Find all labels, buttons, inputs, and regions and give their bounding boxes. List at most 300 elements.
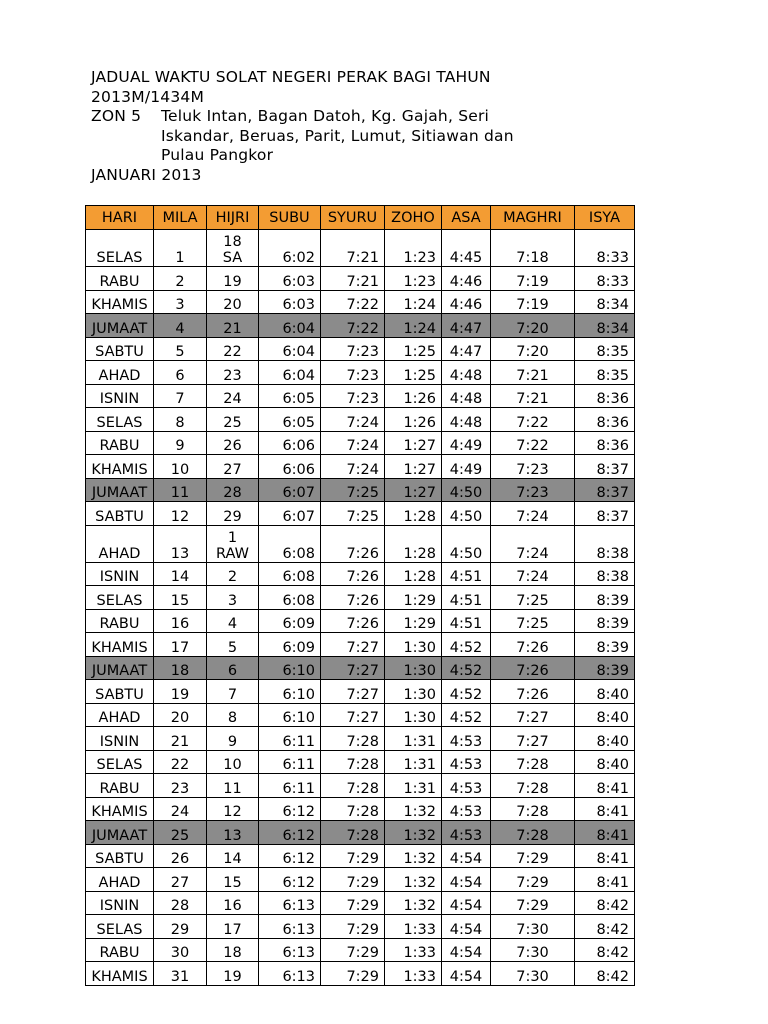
- table-row: [86, 727, 635, 751]
- cell-syuru: 7:25: [321, 478, 385, 502]
- cell-maghri: 7:19: [491, 290, 575, 314]
- cell-maghri: 7:21: [491, 384, 575, 408]
- cell-maghri: 7:28: [491, 821, 575, 845]
- cell-subu: 6:08: [259, 525, 321, 562]
- cell-isya: 8:34: [575, 290, 635, 314]
- table-row: [86, 703, 635, 727]
- col-header-hijri: HIJRI: [207, 206, 259, 230]
- cell-hari: SELAS: [86, 586, 154, 610]
- cell-isya: 8:39: [575, 586, 635, 610]
- cell-subu: 6:13: [259, 962, 321, 986]
- cell-asa: 4:47: [442, 337, 491, 361]
- cell-hari: AHAD: [86, 525, 154, 562]
- cell-hijri: 2: [207, 562, 259, 586]
- cell-subu: 6:13: [259, 915, 321, 939]
- cell-mila: 26: [154, 844, 207, 868]
- cell-zoho: 1:25: [385, 361, 442, 385]
- table-row: [86, 502, 635, 526]
- cell-syuru: 7:22: [321, 290, 385, 314]
- cell-subu: 6:12: [259, 844, 321, 868]
- cell-zoho: 1:26: [385, 384, 442, 408]
- cell-maghri: 7:23: [491, 455, 575, 479]
- cell-mila: 12: [154, 502, 207, 526]
- cell-zoho: 1:30: [385, 633, 442, 657]
- cell-asa: 4:54: [442, 891, 491, 915]
- cell-hari: JUMAAT: [86, 656, 154, 680]
- table-row: [86, 525, 635, 562]
- cell-mila: 3: [154, 290, 207, 314]
- col-header-subu: SUBU: [259, 206, 321, 230]
- cell-asa: 4:53: [442, 774, 491, 798]
- cell-hijri: 13: [207, 821, 259, 845]
- cell-hari: JUMAAT: [86, 314, 154, 338]
- cell-isya: 8:39: [575, 656, 635, 680]
- hijri-month: RAW: [216, 545, 249, 562]
- cell-zoho: 1:30: [385, 703, 442, 727]
- cell-syuru: 7:23: [321, 361, 385, 385]
- cell-maghri: 7:27: [491, 727, 575, 751]
- cell-maghri: 7:25: [491, 609, 575, 633]
- cell-syuru: 7:24: [321, 408, 385, 432]
- cell-hijri: 19: [207, 267, 259, 291]
- cell-isya: 8:38: [575, 562, 635, 586]
- cell-maghri: 7:22: [491, 431, 575, 455]
- cell-syuru: 7:21: [321, 230, 385, 267]
- cell-hijri: 11: [207, 774, 259, 798]
- cell-hari: JUMAAT: [86, 821, 154, 845]
- cell-mila: 29: [154, 915, 207, 939]
- cell-mila: 20: [154, 703, 207, 727]
- cell-hijri: 4: [207, 609, 259, 633]
- cell-asa: 4:54: [442, 844, 491, 868]
- table-row: [86, 962, 635, 986]
- cell-isya: 8:33: [575, 267, 635, 291]
- cell-hari: KHAMIS: [86, 455, 154, 479]
- cell-zoho: 1:33: [385, 915, 442, 939]
- cell-maghri: 7:23: [491, 478, 575, 502]
- cell-isya: 8:42: [575, 938, 635, 962]
- cell-maghri: 7:18: [491, 230, 575, 267]
- cell-hijri: 8: [207, 703, 259, 727]
- cell-syuru: 7:26: [321, 525, 385, 562]
- cell-hari: SELAS: [86, 230, 154, 267]
- cell-hari: RABU: [86, 938, 154, 962]
- cell-mila: 16: [154, 609, 207, 633]
- table-body: [86, 230, 635, 986]
- cell-zoho: 1:28: [385, 562, 442, 586]
- cell-asa: 4:52: [442, 703, 491, 727]
- cell-zoho: 1:28: [385, 502, 442, 526]
- cell-asa: 4:48: [442, 361, 491, 385]
- cell-subu: 6:05: [259, 384, 321, 408]
- cell-zoho: 1:23: [385, 230, 442, 267]
- cell-subu: 6:11: [259, 750, 321, 774]
- cell-subu: 6:08: [259, 586, 321, 610]
- table-row: [86, 656, 635, 680]
- cell-hijri: 21: [207, 314, 259, 338]
- cell-hari: SELAS: [86, 915, 154, 939]
- cell-isya: 8:41: [575, 844, 635, 868]
- cell-isya: 8:40: [575, 750, 635, 774]
- cell-zoho: 1:33: [385, 938, 442, 962]
- cell-asa: 4:47: [442, 314, 491, 338]
- cell-hijri: 10: [207, 750, 259, 774]
- cell-hari: SABTU: [86, 502, 154, 526]
- cell-maghri: 7:20: [491, 314, 575, 338]
- cell-hari: ISNIN: [86, 384, 154, 408]
- cell-subu: 6:11: [259, 727, 321, 751]
- cell-subu: 6:04: [259, 361, 321, 385]
- cell-mila: 11: [154, 478, 207, 502]
- col-header-zoho: ZOHO: [385, 206, 442, 230]
- cell-isya: 8:35: [575, 337, 635, 361]
- col-header-maghri: MAGHRI: [491, 206, 575, 230]
- cell-maghri: 7:20: [491, 337, 575, 361]
- cell-isya: 8:39: [575, 609, 635, 633]
- cell-maghri: 7:25: [491, 586, 575, 610]
- cell-hijri: 17: [207, 915, 259, 939]
- cell-isya: 8:40: [575, 680, 635, 704]
- cell-hijri: 26: [207, 431, 259, 455]
- cell-syuru: 7:26: [321, 609, 385, 633]
- cell-asa: 4:48: [442, 384, 491, 408]
- cell-mila: 15: [154, 586, 207, 610]
- cell-hijri: [207, 230, 259, 267]
- table-row: [86, 915, 635, 939]
- cell-mila: 5: [154, 337, 207, 361]
- cell-hari: KHAMIS: [86, 290, 154, 314]
- cell-subu: 6:12: [259, 868, 321, 892]
- cell-asa: 4:53: [442, 821, 491, 845]
- table-row: [86, 361, 635, 385]
- cell-hari: AHAD: [86, 361, 154, 385]
- title-line-2: 2013M/1434M: [91, 87, 205, 106]
- cell-maghri: 7:29: [491, 868, 575, 892]
- cell-hari: KHAMIS: [86, 797, 154, 821]
- cell-syuru: 7:27: [321, 633, 385, 657]
- table-row: [86, 455, 635, 479]
- table-row: [86, 408, 635, 432]
- cell-hari: ISNIN: [86, 891, 154, 915]
- cell-hijri: 20: [207, 290, 259, 314]
- cell-subu: 6:07: [259, 478, 321, 502]
- cell-hijri: 27: [207, 455, 259, 479]
- cell-subu: 6:06: [259, 431, 321, 455]
- cell-hijri: 15: [207, 868, 259, 892]
- cell-asa: 4:49: [442, 431, 491, 455]
- cell-hari: RABU: [86, 609, 154, 633]
- cell-asa: 4:54: [442, 868, 491, 892]
- table-row: [86, 478, 635, 502]
- cell-zoho: 1:23: [385, 267, 442, 291]
- cell-asa: 4:51: [442, 562, 491, 586]
- cell-asa: 4:48: [442, 408, 491, 432]
- cell-isya: 8:42: [575, 962, 635, 986]
- cell-hijri: 19: [207, 962, 259, 986]
- cell-zoho: 1:26: [385, 408, 442, 432]
- cell-syuru: 7:29: [321, 915, 385, 939]
- cell-mila: 13: [154, 525, 207, 562]
- cell-hijri: 28: [207, 478, 259, 502]
- cell-asa: 4:51: [442, 586, 491, 610]
- cell-isya: 8:41: [575, 821, 635, 845]
- col-header-mila: MILA: [154, 206, 207, 230]
- cell-maghri: 7:26: [491, 633, 575, 657]
- cell-isya: 8:34: [575, 314, 635, 338]
- cell-hari: KHAMIS: [86, 962, 154, 986]
- cell-maghri: 7:19: [491, 267, 575, 291]
- table-row: [86, 680, 635, 704]
- table-row: [86, 586, 635, 610]
- table-row: [86, 314, 635, 338]
- cell-maghri: 7:24: [491, 562, 575, 586]
- cell-syuru: 7:21: [321, 267, 385, 291]
- table-row: [86, 230, 635, 267]
- document-header: [91, 68, 514, 185]
- cell-isya: 8:38: [575, 525, 635, 562]
- table-row: [86, 562, 635, 586]
- cell-syuru: 7:29: [321, 868, 385, 892]
- cell-hijri: 12: [207, 797, 259, 821]
- cell-zoho: 1:30: [385, 656, 442, 680]
- zone-label: ZON 5: [91, 107, 142, 125]
- cell-asa: 4:54: [442, 915, 491, 939]
- cell-mila: 19: [154, 680, 207, 704]
- zone-line: Teluk Intan, Bagan Datoh, Kg. Gajah, Seri: [161, 107, 490, 125]
- table-row: [86, 609, 635, 633]
- cell-syuru: 7:22: [321, 314, 385, 338]
- cell-hari: SABTU: [86, 337, 154, 361]
- cell-hijri: 23: [207, 361, 259, 385]
- cell-hari: SELAS: [86, 408, 154, 432]
- cell-mila: 8: [154, 408, 207, 432]
- table-row: [86, 431, 635, 455]
- table-row: [86, 290, 635, 314]
- cell-mila: 18: [154, 656, 207, 680]
- cell-isya: 8:41: [575, 868, 635, 892]
- cell-maghri: 7:21: [491, 361, 575, 385]
- cell-syuru: 7:29: [321, 938, 385, 962]
- month-title: JANUARI 2013: [91, 165, 202, 184]
- cell-subu: 6:10: [259, 703, 321, 727]
- cell-syuru: 7:25: [321, 502, 385, 526]
- cell-asa: 4:52: [442, 633, 491, 657]
- cell-subu: 6:08: [259, 562, 321, 586]
- cell-mila: 14: [154, 562, 207, 586]
- cell-mila: 28: [154, 891, 207, 915]
- zone-line: Iskandar, Beruas, Parit, Lumut, Sitiawan dan: [161, 126, 514, 145]
- cell-hari: SELAS: [86, 750, 154, 774]
- cell-hari: RABU: [86, 267, 154, 291]
- hijri-day: 18: [223, 234, 242, 250]
- cell-mila: 2: [154, 267, 207, 291]
- cell-subu: 6:09: [259, 633, 321, 657]
- cell-zoho: 1:32: [385, 844, 442, 868]
- cell-syuru: 7:26: [321, 562, 385, 586]
- table-row: [86, 750, 635, 774]
- table-row: [86, 844, 635, 868]
- cell-subu: 6:12: [259, 797, 321, 821]
- cell-subu: 6:07: [259, 502, 321, 526]
- cell-maghri: 7:29: [491, 844, 575, 868]
- cell-zoho: 1:24: [385, 314, 442, 338]
- cell-isya: 8:39: [575, 633, 635, 657]
- cell-subu: 6:13: [259, 938, 321, 962]
- cell-zoho: 1:32: [385, 868, 442, 892]
- cell-maghri: 7:27: [491, 703, 575, 727]
- cell-maghri: 7:26: [491, 680, 575, 704]
- cell-zoho: 1:27: [385, 455, 442, 479]
- cell-hari: SABTU: [86, 844, 154, 868]
- cell-mila: 23: [154, 774, 207, 798]
- cell-zoho: 1:24: [385, 290, 442, 314]
- hijri-day: 1: [227, 529, 238, 546]
- cell-maghri: 7:29: [491, 891, 575, 915]
- cell-isya: 8:37: [575, 478, 635, 502]
- cell-hijri: 25: [207, 408, 259, 432]
- cell-subu: 6:13: [259, 891, 321, 915]
- cell-asa: 4:50: [442, 525, 491, 562]
- cell-zoho: 1:30: [385, 680, 442, 704]
- cell-syuru: 7:29: [321, 891, 385, 915]
- cell-mila: 25: [154, 821, 207, 845]
- cell-mila: 27: [154, 868, 207, 892]
- cell-maghri: 7:28: [491, 750, 575, 774]
- cell-asa: 4:51: [442, 609, 491, 633]
- title-line-1: JADUAL WAKTU SOLAT NEGERI PERAK BAGI TAHUN: [91, 68, 491, 86]
- cell-mila: 9: [154, 431, 207, 455]
- cell-maghri: 7:24: [491, 525, 575, 562]
- cell-hijri: 22: [207, 337, 259, 361]
- cell-asa: 4:52: [442, 656, 491, 680]
- cell-zoho: 1:32: [385, 891, 442, 915]
- cell-isya: 8:40: [575, 703, 635, 727]
- cell-syuru: 7:28: [321, 727, 385, 751]
- table-row: [86, 337, 635, 361]
- col-header-syuru: SYURU: [321, 206, 385, 230]
- cell-subu: 6:12: [259, 821, 321, 845]
- cell-subu: 6:11: [259, 774, 321, 798]
- cell-subu: 6:03: [259, 267, 321, 291]
- cell-isya: 8:41: [575, 797, 635, 821]
- cell-syuru: 7:23: [321, 337, 385, 361]
- cell-hari: RABU: [86, 431, 154, 455]
- cell-asa: 4:50: [442, 478, 491, 502]
- cell-syuru: 7:24: [321, 431, 385, 455]
- cell-zoho: 1:25: [385, 337, 442, 361]
- cell-hijri: 29: [207, 502, 259, 526]
- cell-hari: SABTU: [86, 680, 154, 704]
- cell-mila: 10: [154, 455, 207, 479]
- cell-hijri: 16: [207, 891, 259, 915]
- cell-maghri: 7:28: [491, 774, 575, 798]
- col-header-isya: ISYA: [575, 206, 635, 230]
- cell-maghri: 7:28: [491, 797, 575, 821]
- cell-asa: 4:46: [442, 267, 491, 291]
- cell-subu: 6:10: [259, 656, 321, 680]
- cell-hijri: 18: [207, 938, 259, 962]
- cell-mila: 17: [154, 633, 207, 657]
- table-row: [86, 938, 635, 962]
- cell-zoho: 1:29: [385, 586, 442, 610]
- table-row: [86, 633, 635, 657]
- cell-hari: AHAD: [86, 868, 154, 892]
- cell-syuru: 7:29: [321, 962, 385, 986]
- cell-zoho: 1:27: [385, 431, 442, 455]
- cell-subu: 6:04: [259, 314, 321, 338]
- zone-line: Pulau Pangkor: [161, 146, 274, 164]
- cell-hijri: 9: [207, 727, 259, 751]
- cell-asa: 4:52: [442, 680, 491, 704]
- cell-asa: 4:54: [442, 962, 491, 986]
- cell-isya: 8:41: [575, 774, 635, 798]
- cell-hijri: 5: [207, 633, 259, 657]
- cell-syuru: 7:27: [321, 656, 385, 680]
- cell-mila: 21: [154, 727, 207, 751]
- table-row: [86, 891, 635, 915]
- cell-subu: 6:05: [259, 408, 321, 432]
- cell-syuru: 7:23: [321, 384, 385, 408]
- cell-isya: 8:36: [575, 384, 635, 408]
- cell-hari: AHAD: [86, 703, 154, 727]
- cell-syuru: 7:28: [321, 774, 385, 798]
- table-row: [86, 821, 635, 845]
- cell-zoho: 1:32: [385, 797, 442, 821]
- cell-hari: ISNIN: [86, 562, 154, 586]
- cell-isya: 8:36: [575, 408, 635, 432]
- cell-mila: 24: [154, 797, 207, 821]
- cell-hari: JUMAAT: [86, 478, 154, 502]
- cell-hijri: 14: [207, 844, 259, 868]
- cell-maghri: 7:30: [491, 938, 575, 962]
- cell-hijri: 3: [207, 586, 259, 610]
- zone-areas: [161, 107, 514, 166]
- cell-subu: 6:04: [259, 337, 321, 361]
- cell-isya: 8:37: [575, 455, 635, 479]
- cell-hijri: [207, 525, 259, 562]
- cell-asa: 4:53: [442, 750, 491, 774]
- cell-asa: 4:53: [442, 727, 491, 751]
- cell-syuru: 7:29: [321, 844, 385, 868]
- cell-zoho: 1:29: [385, 609, 442, 633]
- cell-zoho: 1:33: [385, 962, 442, 986]
- col-header-asa: ASA: [442, 206, 491, 230]
- table-row: [86, 797, 635, 821]
- cell-asa: 4:50: [442, 502, 491, 526]
- header-row: [86, 206, 635, 230]
- cell-isya: 8:33: [575, 230, 635, 267]
- cell-zoho: 1:32: [385, 821, 442, 845]
- cell-isya: 8:35: [575, 361, 635, 385]
- cell-subu: 6:10: [259, 680, 321, 704]
- cell-hijri: 7: [207, 680, 259, 704]
- cell-mila: 31: [154, 962, 207, 986]
- cell-isya: 8:42: [575, 915, 635, 939]
- cell-zoho: 1:31: [385, 750, 442, 774]
- cell-zoho: 1:31: [385, 727, 442, 751]
- cell-maghri: 7:30: [491, 915, 575, 939]
- table-row: [86, 384, 635, 408]
- table-row: [86, 774, 635, 798]
- cell-hari: ISNIN: [86, 727, 154, 751]
- cell-isya: 8:42: [575, 891, 635, 915]
- hijri-month: SA: [222, 250, 243, 266]
- cell-mila: 22: [154, 750, 207, 774]
- prayer-times-table: [85, 205, 635, 986]
- cell-maghri: 7:24: [491, 502, 575, 526]
- cell-maghri: 7:26: [491, 656, 575, 680]
- cell-zoho: 1:31: [385, 774, 442, 798]
